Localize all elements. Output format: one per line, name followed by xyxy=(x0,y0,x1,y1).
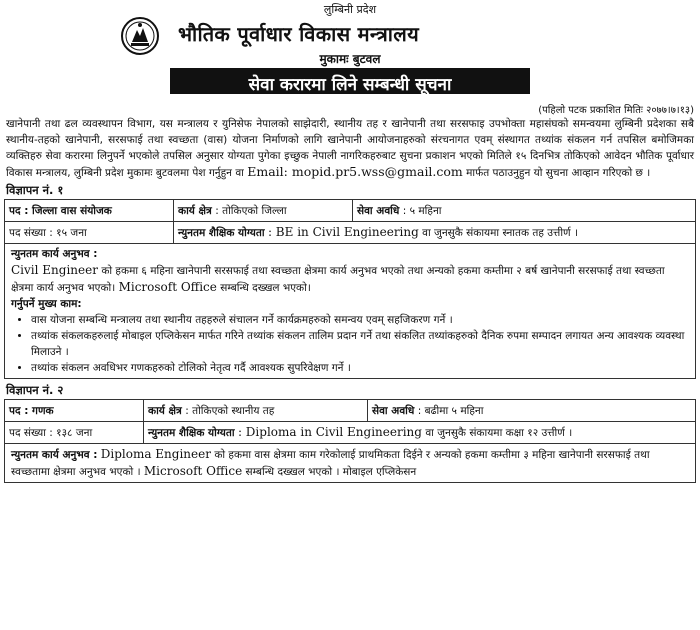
province-name: लुम्बिनी प्रदेश xyxy=(323,3,377,16)
ad1-qualification: न्युनतम शैक्षिक योग्यता : BE in Civil Engineering वा जुनसुकै संकायमा स्नातक तह उत्तीर्ण । xyxy=(174,222,696,244)
ad1-title: विज्ञापन नं. १ xyxy=(6,183,64,197)
notice-title: सेवा करारमा लिने सम्बन्धी सूचना xyxy=(170,68,530,94)
ad1-count: पद संख्या : १५ जना xyxy=(5,222,174,244)
ad2-details xyxy=(4,444,696,483)
list-item: • तथ्यांक संकलकहरुलाई मोबाइल एप्लिकेसन मार्फत गरिने तथ्यांक संकलन तालिम प्रदान गर्ने तथा संकलित तथ्यांकहरुको दैनिक रुपमा सम्पादन लगायत अन्य आवश्यक व्यवस्था मिलाउने । xyxy=(31,328,689,360)
ad1-experience: Civil Engineer को हकमा ६ महिना खानेपानी सरसफाई तथा स्वच्छता क्षेत्रमा कार्य अनुभव भएको तथा अन्यको हकमा कम्तीमा २ बर्ष खानेपानी सरसफाई तथा स्वच्छता क्षेत्रमा कार्य अनुभव भएको। Microsoft Office सम्बन्धि दख्खल भएको। xyxy=(11,263,665,294)
ad1-table xyxy=(4,199,696,244)
ad1-details xyxy=(4,244,696,379)
list-item: • तथ्यांक संकलन अवधिभर गणकहरुको टोलिको नेतृत्व गर्दै आवश्यक सुपरिवेक्षण गर्ने । xyxy=(31,360,689,376)
ad1-work-area: कार्य क्षेत्र : तोकिएको जिल्ला xyxy=(174,200,353,222)
publish-date: (पहिलो पटक प्रकाशित मितिः २०७७।७।१३) xyxy=(538,105,694,116)
ad1-duties-heading: गर्नुपर्ने मुख्य काम: xyxy=(11,298,82,310)
ad2-duration: सेवा अवधि : बढीमा ५ महिना xyxy=(368,400,696,422)
contact-email: Email: mopid.pr5.wss@gmail.com xyxy=(247,164,463,179)
list-item: • वास योजना सम्बन्धि मन्त्रालय तथा स्थानीय तहहरुले संचालन गर्ने कार्यक्रमहरुको समन्वय एवम् सहजिकरण गर्ने । xyxy=(31,312,689,328)
ad2-experience: न्युनतम कार्य अनुभव : Diploma Engineer को हकमा वास क्षेत्रमा काम गरेकोलाई प्राथमिकता दिईने र अन्यको हकमा कम्तीमा ३ महिना खानेपानी सरसफाई तथा स्वच्छतामा क्षेत्रमा अनुभव भएको । Microsoft Office सम्बन्धि दख्खल भएको । मोबाइल एप्लिकेसन xyxy=(11,447,650,478)
ad2-count: पद संख्या : १३८ जना xyxy=(5,422,144,444)
ad1-exp-heading: न्युनतम कार्य अनुभव : xyxy=(11,248,98,260)
ad2-work-area: कार्य क्षेत्र : तोकिएको स्थानीय तह xyxy=(144,400,368,422)
ministry-name: भौतिक पूर्वाधार विकास मन्त्रालय xyxy=(178,22,419,46)
ad2-title: विज्ञापन नं. २ xyxy=(6,383,64,397)
location: मुकामः बुटवल xyxy=(319,52,381,66)
intro-text: खानेपानी तथा ढल व्यवस्थापन विभाग, यस मन्त्रालय र युनिसेफ नेपालको साझेदारी, स्थानीय तह र खानेपानी तथा सरसफाइ उपभोक्ता महासंघको समन्वयमा लुम्बिनी प्रदेशका सबै स्थानीय-तहको खानेपानी, सरसफाई तथा स्वच्छता (वास) योजना निर्माणको लागि खानेपानी आयोजनाहरुको संरचनागत एवम् संस्थागत तथ्यांक संकलन गर्न तपसिल बमोजिमका व्यक्तिहरु सेवा करारमा लिनुपर्ने भएकोले तपसिल अनुसार योग्यता पुगेका इच्छुक नेपाली नागरिकहरुबाट सुचना प्रकाशन भएको मितिले १५ दिनभित्र तोकिएको आवेदन भौतिक पूर्वाधार विकास मन्त्रालय, लुम्बिनी प्रदेश मुकामः बुटवलमा पेश गर्नुहुन वा xyxy=(6,118,694,179)
ad2-table xyxy=(4,399,696,444)
ad1-duties-list xyxy=(11,312,689,376)
intro-text-end: मार्फत पठाउनुहुन यो सुचना आव्हान गरिएको छ । xyxy=(466,167,651,179)
ad1-post: पद : जिल्ला वास संयोजक xyxy=(5,200,174,222)
ad2-post: पद : गणक xyxy=(5,400,144,422)
header xyxy=(0,16,700,56)
ad1-duration: सेवा अवधि : ५ महिना xyxy=(353,200,696,222)
intro-paragraph xyxy=(0,116,700,181)
nepal-emblem-icon xyxy=(120,16,160,56)
ad2-qualification: न्युनतम शैक्षिक योग्यता : Diploma in Civil Engineering वा जुनसुकै संकायमा कक्षा १२ उत्तीर्ण । xyxy=(144,422,696,444)
